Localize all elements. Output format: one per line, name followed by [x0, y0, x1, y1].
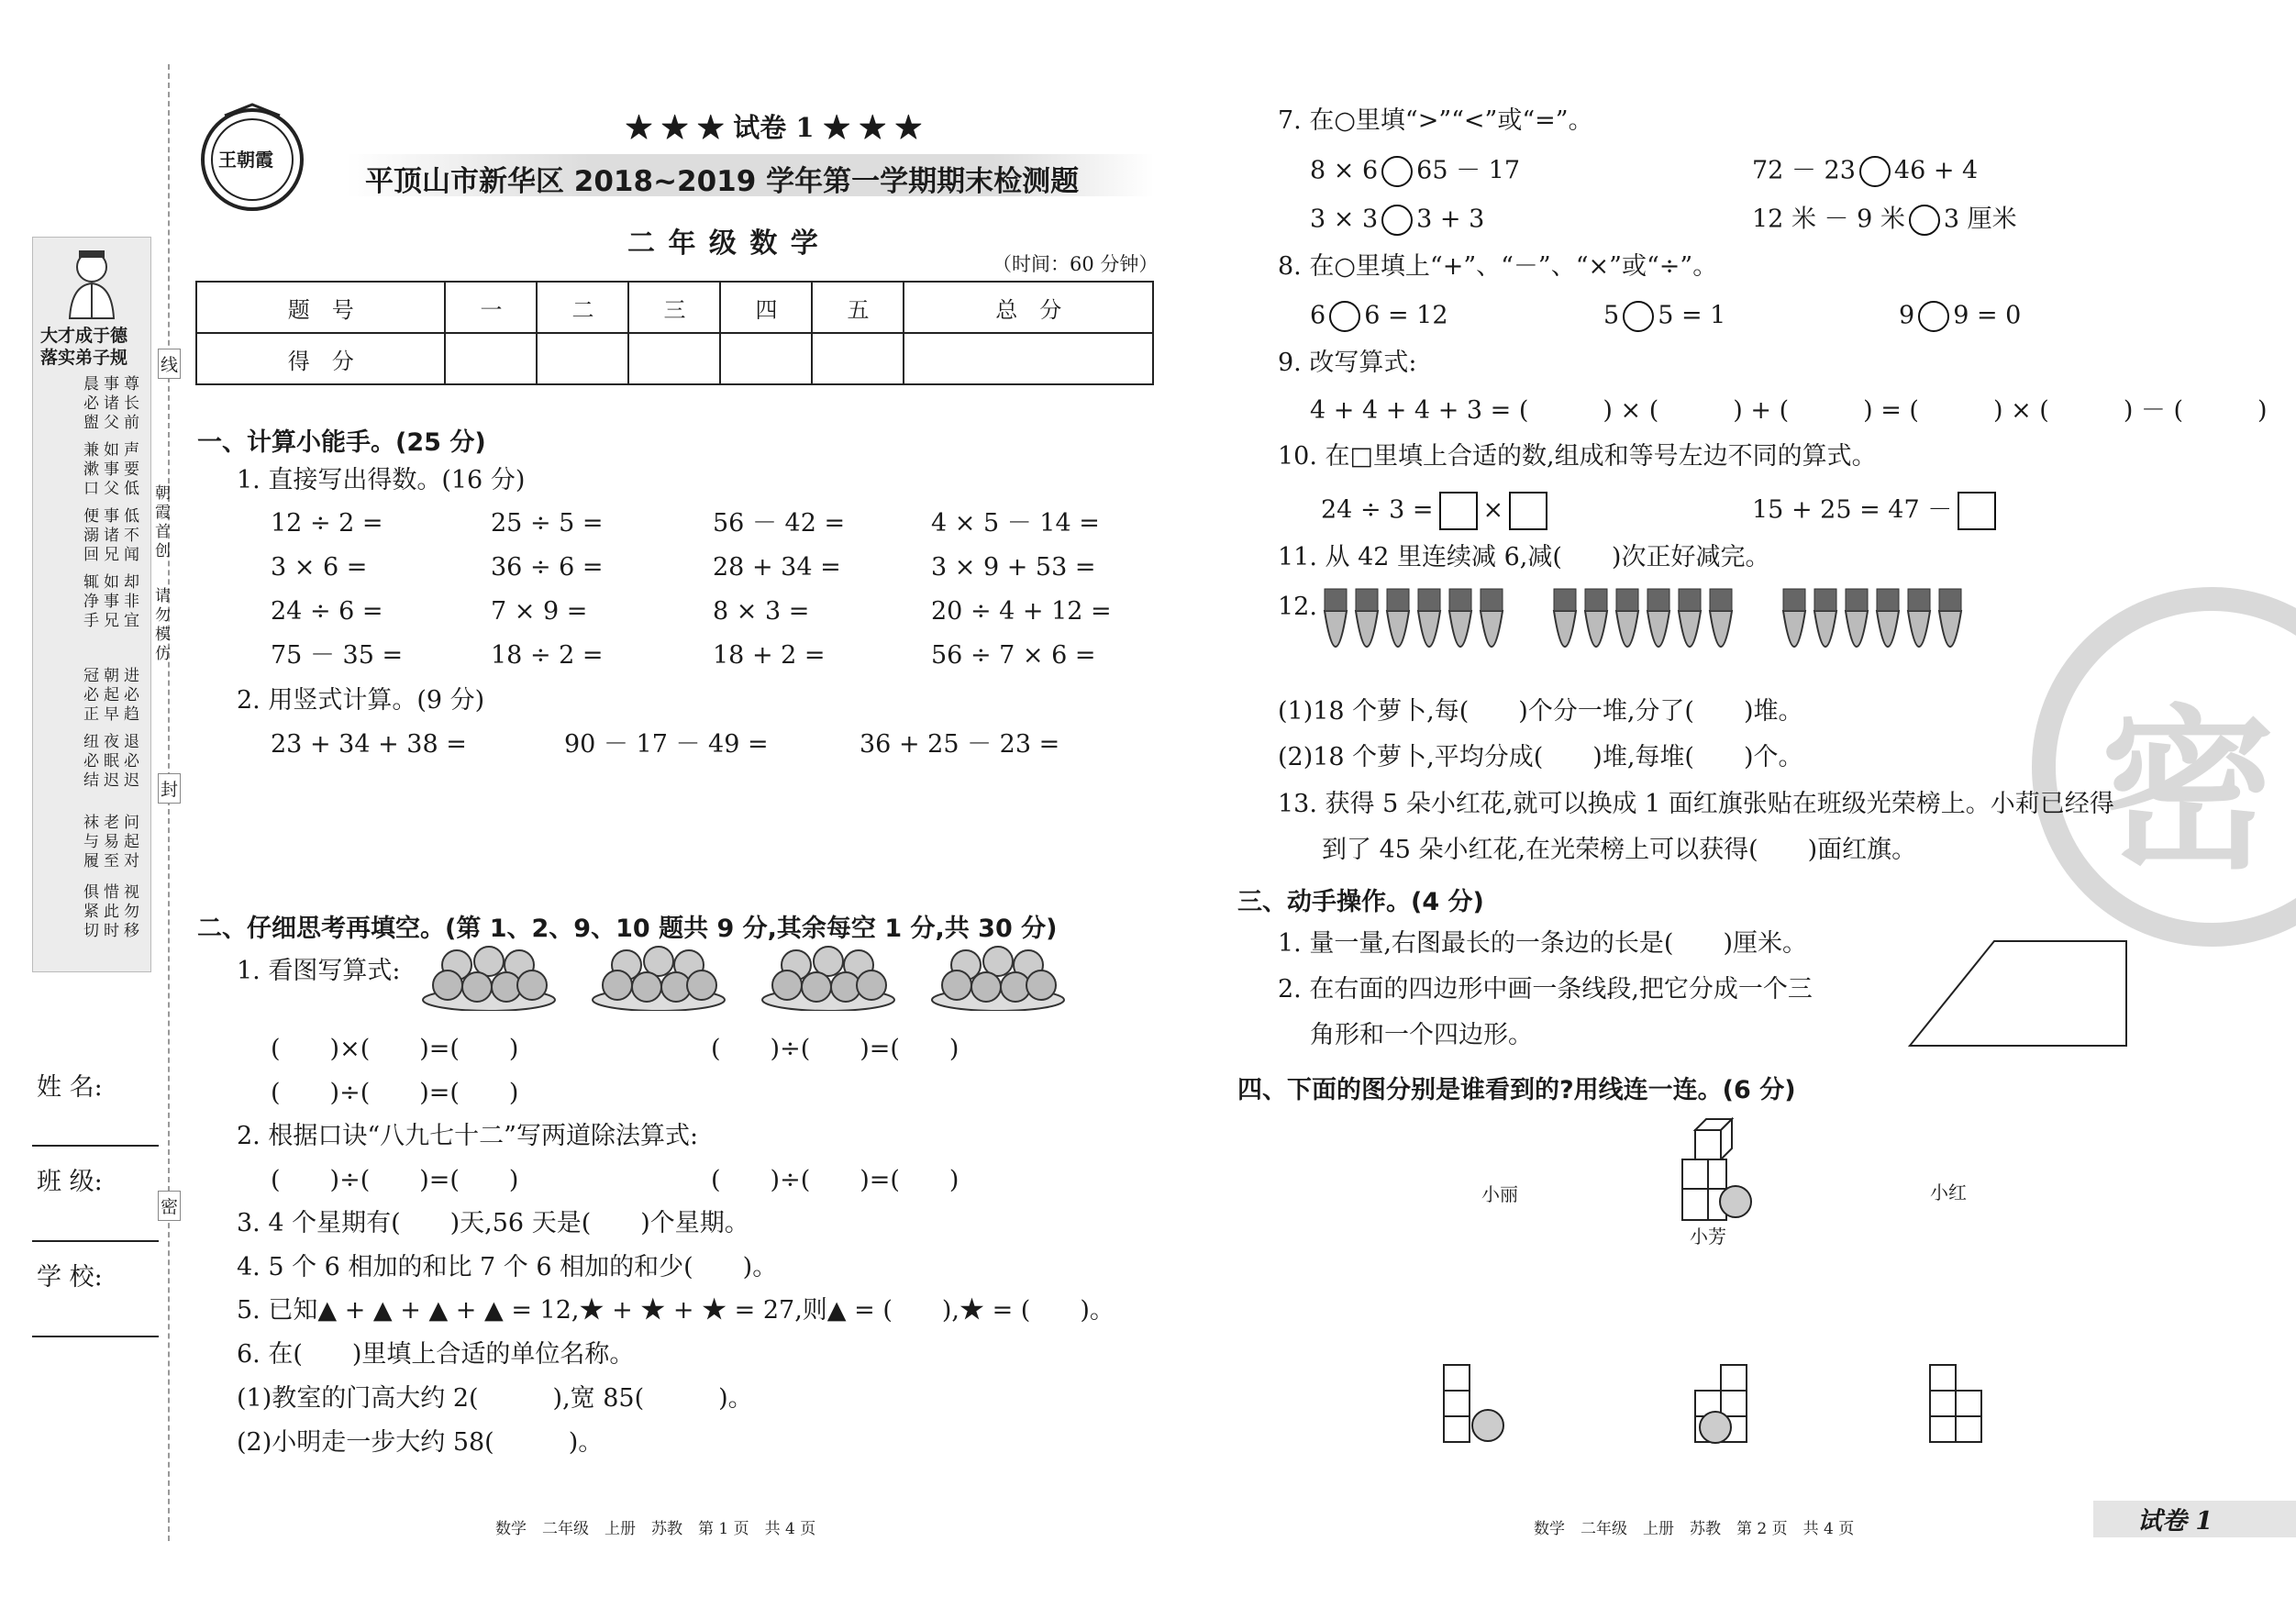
- q7-right: 3 + 3: [1416, 205, 1485, 234]
- view-option-icon[interactable]: [1690, 1361, 1763, 1447]
- q8-left: 9: [1899, 301, 1915, 330]
- answer-box[interactable]: [1509, 492, 1547, 530]
- s2-q6: 6. 在( )里填上合适的单位名称。: [237, 1340, 635, 1369]
- cube-stack-icon: [1677, 1112, 1769, 1227]
- calc-item: 18 + 2 =: [713, 641, 826, 670]
- q7-right: 46 + 4: [1893, 156, 1979, 185]
- seal-mark-feng: 封: [158, 773, 181, 804]
- radish-group-icon: [1778, 587, 1970, 682]
- s2-q4: 4. 5 个 6 相加的和比 7 个 6 相加的和少( )。: [237, 1253, 778, 1281]
- q8-right: 6 = 12: [1364, 301, 1448, 330]
- vertical-calc-item: 23 + 34 + 38 =: [271, 730, 467, 759]
- view-option-icon[interactable]: [1440, 1361, 1514, 1447]
- name-field[interactable]: [32, 1145, 159, 1147]
- section-3-title: 三、动手操作。(4 分): [1237, 888, 1484, 916]
- calc-item: 3 × 9 + 53 =: [931, 553, 1096, 582]
- confidential-stamp-text: 密: [2101, 690, 2276, 893]
- calc-item: 4 × 5 － 14 =: [931, 509, 1100, 538]
- side-note-1: 朝霞首创: [151, 484, 170, 561]
- motto-col: 夜眠迟: [100, 733, 118, 791]
- q8-left: 5: [1603, 301, 1620, 330]
- motto-col: 却非宜: [120, 573, 139, 631]
- fruit-plate-icon: [590, 943, 727, 1011]
- q13-b: 到了 45 朵小红花,在光荣榜上可以获得( )面红旗。: [1322, 836, 1917, 864]
- motto-col: 如事父: [100, 441, 118, 499]
- q7-right: 3 厘米: [1943, 205, 2017, 234]
- score-input-cell[interactable]: [537, 333, 628, 384]
- s3-q1: 1. 量一量,右图最长的一条边的长是( )厘米。: [1278, 929, 1807, 958]
- calc-item: 24 ÷ 6 =: [271, 597, 383, 626]
- seal-mark-xian: 线: [158, 349, 181, 379]
- q10-a-op: ×: [1482, 495, 1504, 525]
- s3-q2b: 角形和一个四边形。: [1310, 1021, 1533, 1049]
- blank-equation[interactable]: ( )÷( )=( ): [271, 1079, 519, 1107]
- s2-q2: 2. 根据口诀“八九七十二”写两道除法算式:: [237, 1122, 699, 1150]
- q9: 9. 改写算式:: [1278, 349, 1417, 377]
- blank-equation[interactable]: ( )÷( )=( ): [271, 1166, 519, 1194]
- vertical-calc-item: 90 － 17 － 49 =: [564, 730, 769, 759]
- score-header-cell: 一: [445, 282, 537, 333]
- q7-left: 8 × 6: [1310, 156, 1379, 185]
- score-header-cell: 四: [720, 282, 812, 333]
- motto-col: 事诸兄: [100, 507, 118, 565]
- s1-q2: 2. 用竖式计算。(9 分): [237, 686, 485, 715]
- motto-col: 辄净手: [80, 573, 98, 631]
- motto-col: 晨必盥: [80, 375, 98, 433]
- q10-a: 24 ÷ 3 =: [1321, 495, 1434, 525]
- viewer-name-hong: 小红: [1930, 1181, 1967, 1203]
- score-header-cell: 总 分: [904, 282, 1153, 333]
- q7-left: 12 米 － 9 米: [1752, 205, 1905, 234]
- q8-left: 6: [1310, 301, 1326, 330]
- motto-col: 尊长前: [120, 375, 139, 433]
- score-header-cell: 三: [628, 282, 720, 333]
- motto-col: 纽必结: [80, 733, 98, 791]
- score-header-cell: 二: [537, 282, 628, 333]
- fruit-plate-icon: [929, 943, 1067, 1011]
- q9-expression[interactable]: 4 + 4 + 4 + 3 = ( ) × ( ) + ( ) = ( ) × ( ) － ( ): [1310, 396, 2268, 425]
- motto-col: 声要低: [120, 441, 139, 499]
- compare-circle[interactable]: [1909, 205, 1940, 236]
- q8: 8. 在○里填上“+”、“－”、“×”或“÷”。: [1278, 252, 1718, 281]
- q10: 10. 在□里填上合适的数,组成和等号左边不同的算式。: [1278, 442, 1877, 471]
- section-2-title: 二、仔细思考再填空。(第 1、2、9、10 题共 9 分,其余每空 1 分,共 30 分): [197, 915, 1058, 943]
- score-input-cell[interactable]: [628, 333, 720, 384]
- seal-mark-mi: 密: [158, 1191, 181, 1221]
- answer-box[interactable]: [1958, 492, 1996, 530]
- compare-circle[interactable]: [1381, 205, 1413, 236]
- blank-equation[interactable]: ( )÷( )=( ): [711, 1166, 959, 1194]
- quadrilateral-shape[interactable]: [1906, 934, 2130, 1049]
- compare-circle[interactable]: [1381, 156, 1413, 187]
- q11: 11. 从 42 里连续减 6,减( )次正好减完。: [1278, 543, 1770, 571]
- school-label: 学 校:: [37, 1263, 103, 1292]
- s2-q3: 3. 4 个星期有( )天,56 天是( )个星期。: [237, 1209, 749, 1237]
- motto-col: 朝起早: [100, 667, 118, 725]
- motto-col: 老易至: [100, 814, 118, 871]
- calc-item: 75 － 35 =: [271, 641, 404, 670]
- class-label: 班 级:: [37, 1168, 103, 1196]
- motto-line-2: 落实弟子规: [40, 348, 128, 368]
- s2-q6-1: (1)教室的门高大约 2( ),宽 85( )。: [237, 1384, 753, 1413]
- s2-q1: 1. 看图写算式:: [237, 957, 401, 985]
- calc-item: 3 × 6 =: [271, 553, 368, 582]
- logo-text: 王朝霞: [218, 149, 273, 171]
- operator-circle[interactable]: [1623, 301, 1654, 332]
- calc-item: 28 + 34 =: [713, 553, 841, 582]
- s3-q2: 2. 在右面的四边形中画一条线段,把它分成一个三: [1278, 975, 1813, 1004]
- score-table: [195, 281, 1154, 385]
- calc-item: 8 × 3 =: [713, 597, 810, 626]
- calc-item: 20 ÷ 4 + 12 =: [931, 597, 1112, 626]
- q7: 7. 在○里填“>”“<”或“=”。: [1278, 106, 1593, 135]
- motto-line-1: 大才成于德: [40, 326, 128, 346]
- score-row-label: 得 分: [196, 333, 445, 384]
- blank-equation[interactable]: ( )÷( )=( ): [711, 1035, 959, 1063]
- operator-circle[interactable]: [1918, 301, 1949, 332]
- q8-right: 5 = 1: [1658, 301, 1726, 330]
- calc-item: 56 － 42 =: [713, 509, 846, 538]
- q12-2: (2)18 个萝卜,平均分成( )堆,每堆( )个。: [1278, 743, 1803, 771]
- motto-col: 事诸父: [100, 375, 118, 433]
- calc-item: 7 × 9 =: [491, 597, 588, 626]
- score-input-cell[interactable]: [445, 333, 537, 384]
- series-label: ★ ★ ★ 试卷 1 ★ ★ ★: [626, 112, 922, 143]
- exam-time: （时间：60 分钟）: [993, 253, 1159, 275]
- vertical-calc-item: 36 + 25 － 23 =: [860, 730, 1060, 759]
- q12-1: (1)18 个萝卜,每( )个分一堆,分了( )堆。: [1278, 697, 1803, 726]
- operator-circle[interactable]: [1329, 301, 1360, 332]
- motto-col: 袜与履: [80, 814, 98, 871]
- viewer-name-fang: 小芳: [1690, 1225, 1726, 1248]
- q7-right: 65 － 17: [1416, 156, 1521, 185]
- q12: 12.: [1278, 593, 1317, 621]
- motto-col: 如事兄: [100, 573, 118, 631]
- compare-circle[interactable]: [1859, 156, 1891, 187]
- fruit-plate-icon: [420, 943, 558, 1011]
- footer-tag: 试卷 1: [2137, 1507, 2213, 1536]
- exam-subject: 二 年 级 数 学: [627, 227, 820, 260]
- score-input-cell[interactable]: [904, 333, 1153, 384]
- score-input-cell[interactable]: [720, 333, 812, 384]
- motto-col: 低不闻: [120, 507, 139, 565]
- school-field[interactable]: [32, 1336, 159, 1337]
- motto-panel: [32, 237, 151, 972]
- calc-item: 36 ÷ 6 =: [491, 553, 604, 582]
- calc-item: 25 ÷ 5 =: [491, 509, 604, 538]
- motto-col: 兼漱口: [80, 441, 98, 499]
- exam-title: 平顶山市新华区 2018~2019 学年第一学期期末检测题: [365, 165, 1080, 198]
- calc-item: 12 ÷ 2 =: [271, 509, 383, 538]
- class-field[interactable]: [32, 1240, 159, 1242]
- motto-col: 问起对: [120, 814, 139, 871]
- radish-group-icon: [1548, 587, 1741, 682]
- motto-col: 视勿移: [120, 883, 139, 941]
- footer-left: 数学 二年级 上册 苏教 第 1 页 共 4 页: [495, 1520, 816, 1538]
- motto-col: 便溺回: [80, 507, 98, 565]
- radish-group-icon: [1319, 587, 1512, 682]
- score-header-cell: 题 号: [196, 282, 445, 333]
- section-4-title: 四、下面的图分别是谁看到的?用线连一连。(6 分): [1237, 1076, 1796, 1104]
- calc-item: 56 ÷ 7 × 6 =: [931, 641, 1096, 670]
- scholar-figure-icon: [59, 247, 125, 320]
- score-input-cell[interactable]: [812, 333, 904, 384]
- side-note-2: 请勿模仿: [151, 587, 170, 664]
- motto-col: 冠必正: [80, 667, 98, 725]
- answer-box[interactable]: [1439, 492, 1478, 530]
- s2-q5: 5. 已知▲ + ▲ + ▲ + ▲ = 12,★ + ★ + ★ = 27,则▲ = ( ),★ = ( )。: [237, 1296, 1115, 1325]
- s2-q6-2: (2)小明走一步大约 58( )。: [237, 1428, 604, 1457]
- view-option-icon[interactable]: [1926, 1361, 1991, 1447]
- footer-right: 数学 二年级 上册 苏教 第 2 页 共 4 页: [1534, 1520, 1855, 1538]
- fruit-plate-icon: [760, 943, 897, 1011]
- section-1-title: 一、计算小能手。(25 分): [197, 428, 486, 457]
- motto-col: 退必迟: [120, 733, 139, 791]
- q13: 13. 获得 5 朵小红花,就可以换成 1 面红旗张贴在班级光荣榜上。小莉已经得: [1278, 790, 2114, 818]
- viewer-name-li: 小丽: [1481, 1183, 1518, 1205]
- motto-col: 进必趋: [120, 667, 139, 725]
- motto-col: 俱紧切: [80, 883, 98, 941]
- q7-left: 3 × 3: [1310, 205, 1379, 234]
- s1-q1: 1. 直接写出得数。(16 分): [237, 466, 526, 494]
- score-header-cell: 五: [812, 282, 904, 333]
- calc-item: 18 ÷ 2 =: [491, 641, 604, 670]
- name-label: 姓 名:: [37, 1073, 103, 1102]
- motto-col: 惜此时: [100, 883, 118, 941]
- blank-equation[interactable]: ( )×( )=( ): [271, 1035, 519, 1063]
- q7-left: 72 － 23: [1752, 156, 1856, 185]
- q10-b: 15 + 25 = 47 －: [1752, 495, 1953, 525]
- q8-right: 9 = 0: [1953, 301, 2022, 330]
